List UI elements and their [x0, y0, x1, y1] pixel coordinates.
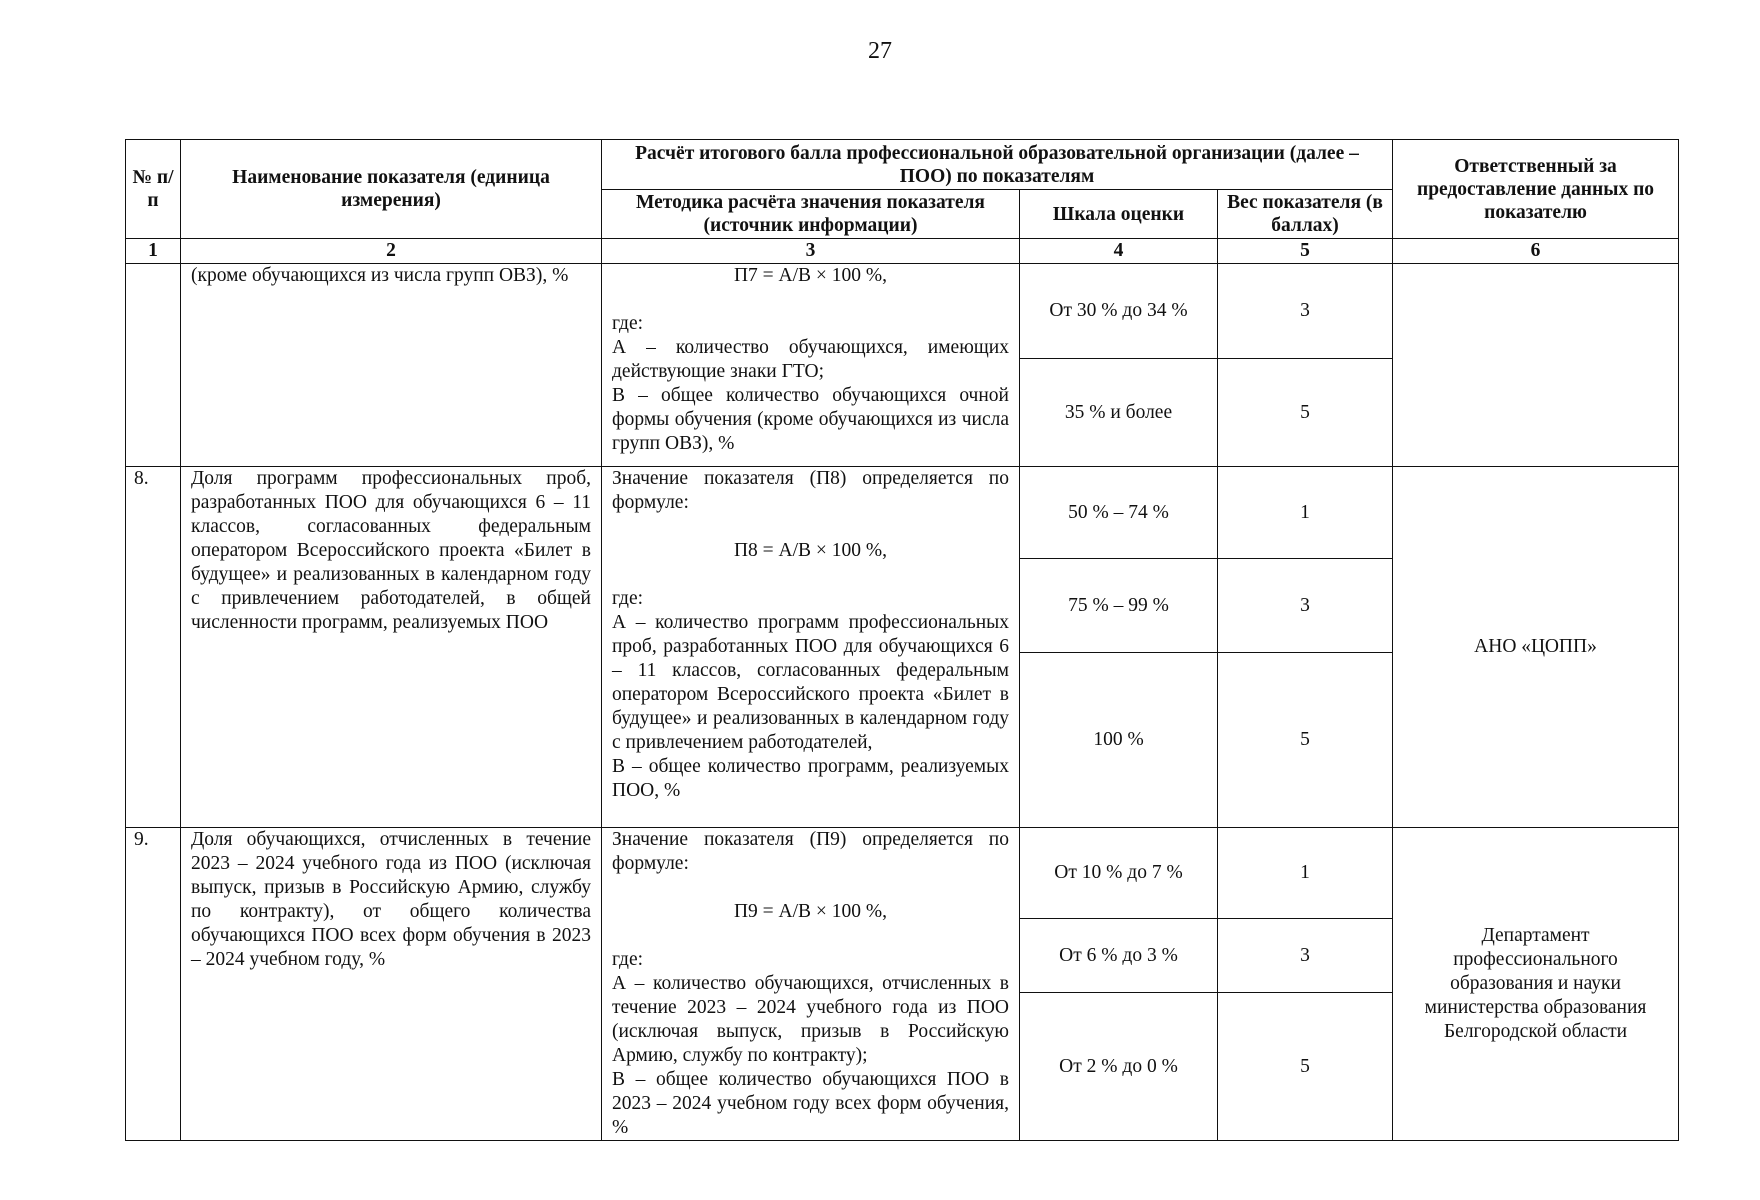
page-number: 27: [868, 38, 892, 64]
indicators-table: [125, 139, 1679, 1141]
header-responsible: Ответственный за предоставление данных по показателю: [1393, 140, 1679, 239]
row8-where: где:: [612, 588, 644, 609]
row8-intro: Значение показателя (П8) определяется по формуле:: [612, 468, 1009, 513]
header-name: Наименование показателя (единица измерения): [181, 140, 602, 239]
row9-scale-1: От 10 % до 7 %: [1020, 828, 1218, 919]
column-number: 5: [1218, 239, 1393, 264]
column-number: 3: [602, 239, 1020, 264]
row9-weight-1: 1: [1218, 828, 1393, 919]
row8-method: [602, 467, 1020, 828]
row8-scale-3: 100 %: [1020, 653, 1218, 828]
row9-formula: П9 = А/В × 100 %,: [733, 901, 888, 922]
row8-weight-3: 5: [1218, 653, 1393, 828]
row9-responsible: Департамент профессионального образования и науки министерства образования Белгородской области: [1393, 828, 1679, 1141]
row7-name: (кроме обучающихся из числа групп ОВЗ), %: [181, 264, 602, 467]
row8-weight-1: 1: [1218, 467, 1393, 559]
row8-num: 8.: [126, 467, 181, 828]
row9-weight-2: 3: [1218, 919, 1393, 993]
table-row-8: [126, 467, 1679, 559]
header-weight: Вес показателя (в баллах): [1218, 190, 1393, 239]
row8-scale-2: 75 % – 99 %: [1020, 559, 1218, 653]
header-method: Методика расчёта значения показателя (источник информации): [602, 190, 1020, 239]
header-scale: Шкала оценки: [1020, 190, 1218, 239]
header-calc-group: Расчёт итогового балла профессиональной образовательной организации (далее – ПОО) по показателям: [602, 140, 1393, 190]
row8-formula: П8 = А/В × 100 %,: [733, 540, 888, 561]
row9-b-text: В – общее количество обучающихся ПОО в 2023 – 2024 учебном году всех форм обучения, %: [612, 1069, 1009, 1138]
row7-num: [126, 264, 181, 467]
row9-num: 9.: [126, 828, 181, 1141]
row9-method: [602, 828, 1020, 1141]
row8-a-text: А – количество программ профессиональных проб, разработанных ПОО для обучающихся 6 – 11 классов, согласованных федеральным оператором Всероссийского проекта «Билет в будущее» и реализованных в календарном году с привлечением работодателей,: [612, 612, 1009, 753]
row7-method: [602, 264, 1020, 467]
row9-a-text: А – количество обучающихся, отчисленных в течение 2023 – 2024 учебного года из ПОО (исключая выпуск, призыв в Российскую Армию, службу по контракту);: [612, 973, 1009, 1066]
row7-b-text: В – общее количество обучающихся очной формы обучения (кроме обучающихся из числа групп ОВЗ), %: [612, 385, 1009, 454]
row7-scale-2: 35 % и более: [1020, 359, 1218, 467]
row7-responsible: [1393, 264, 1679, 467]
row7-a-text: А – количество обучающихся, имеющих действующие знаки ГТО;: [612, 337, 1009, 382]
row8-scale-1: 50 % – 74 %: [1020, 467, 1218, 559]
row8-b-text: В – общее количество программ, реализуемых ПОО, %: [612, 756, 1009, 801]
row7-weight-1: 3: [1218, 264, 1393, 359]
row7-where: где:: [612, 313, 644, 334]
row9-name: Доля обучающихся, отчисленных в течение 2023 – 2024 учебного года из ПОО (исключая выпуск, призыв в Российскую Армию, службу по контракту), от общего количества обучающихся ПОО всех форм обучения в 2023 – 2024 учебном году, %: [181, 828, 602, 1141]
table-row-9: [126, 828, 1679, 919]
column-number: 4: [1020, 239, 1218, 264]
table-row-7: [126, 264, 1679, 359]
column-number: 1: [126, 239, 181, 264]
row7-weight-2: 5: [1218, 359, 1393, 467]
row9-scale-2: От 6 % до 3 %: [1020, 919, 1218, 993]
row7-formula: П7 = А/В × 100 %,: [733, 265, 888, 286]
column-number: 6: [1393, 239, 1679, 264]
header-num: № п/п: [126, 140, 181, 239]
column-number: 2: [181, 239, 602, 264]
row8-weight-2: 3: [1218, 559, 1393, 653]
row9-where: где:: [612, 949, 644, 970]
row7-scale-1: От 30 % до 34 %: [1020, 264, 1218, 359]
row9-intro: Значение показателя (П9) определяется по формуле:: [612, 829, 1009, 874]
row9-weight-3: 5: [1218, 993, 1393, 1141]
row8-responsible: АНО «ЦОПП»: [1393, 467, 1679, 828]
row8-name: Доля программ профессиональных проб, разработанных ПОО для обучающихся 6 – 11 классов, согласованных федеральным оператором Всероссийского проекта «Билет в будущее» и реализованных в календарном году с привлечением работодателей, в общей численности программ, реализуемых ПОО: [181, 467, 602, 828]
row9-scale-3: От 2 % до 0 %: [1020, 993, 1218, 1141]
